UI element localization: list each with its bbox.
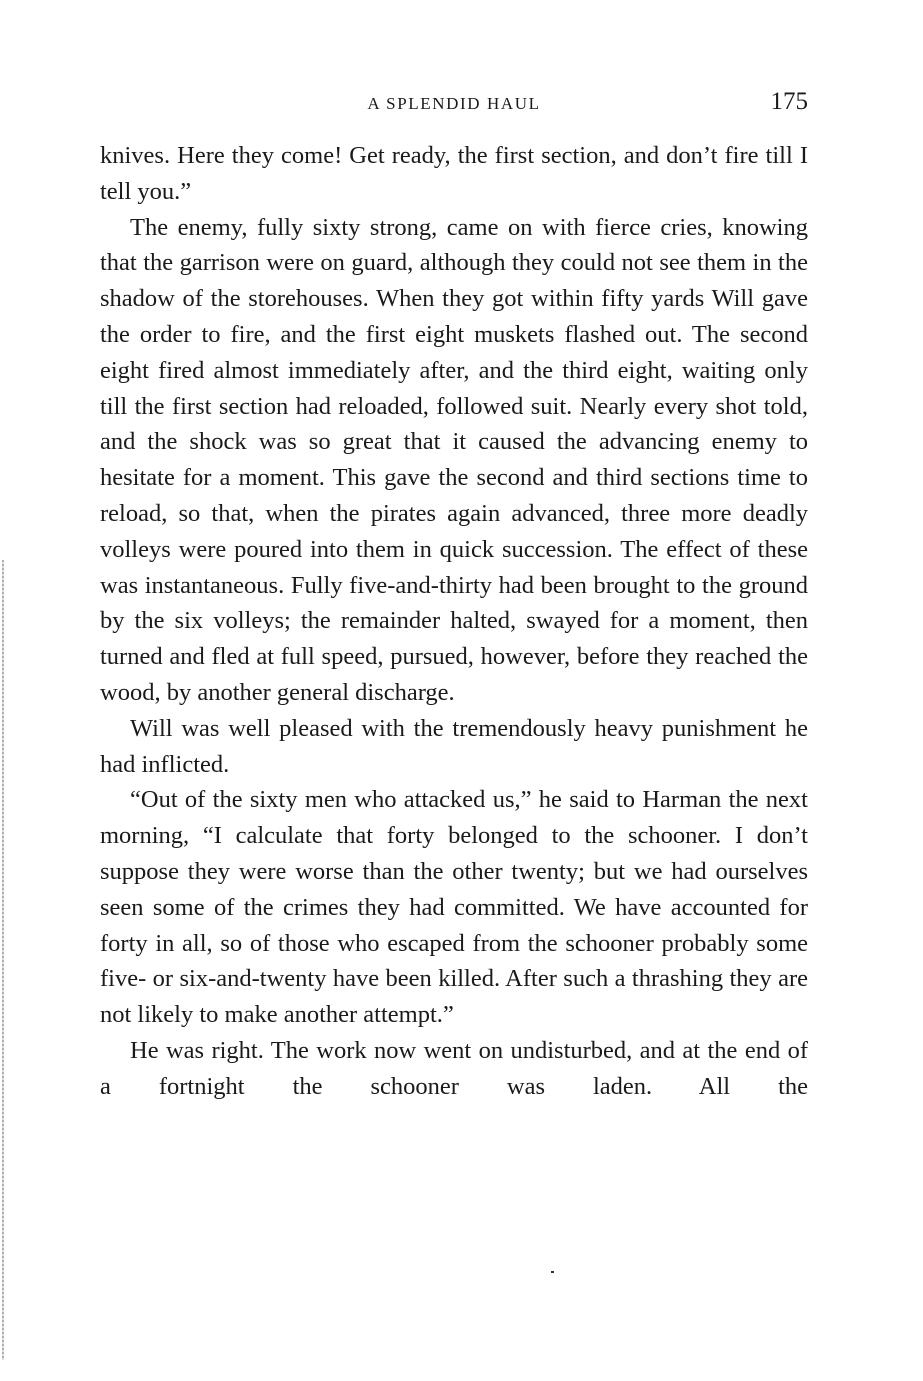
paragraph-dialogue-harman: “Out of the sixty men who attacked us,” he said to Harman the next morning, “I calculate that forty belonged to the schooner. I don’t suppose they were worse than the other twenty; but we had ourselves seen some of the crimes they had committed. We have accounted for forty in all, so of those who escaped from the schooner probably some five- or six-and-twenty have been killed. After such a thrashing they are not likely to make another attempt.” bbox=[100, 786, 808, 1029]
body-text bbox=[100, 138, 808, 1105]
page-number: 175 bbox=[770, 88, 808, 115]
paragraph-schooner-laden: He was right. The work now went on undisturbed, and at the end of a fortnight the schooner was laden. All the bbox=[100, 1036, 808, 1100]
paragraph-enemy-attack: The enemy, fully sixty strong, came on with fierce cries, knowing that the garrison were on guard, although they could not see them in the shadow of the storehouses. When they got within fifty yards Will gave the order to fire, and the first eight muskets flashed out. The second eight fired almost immediately after, and the third eight, waiting only till the first section had reloaded, followed suit. Nearly every shot told, and the shock was so great that it caused the advancing enemy to hesitate for a moment. This gave the second and third sections time to reload, so that, when the pirates again advanced, three more deadly volleys were poured into them in quick succession. The effect of these was instantaneous. Fully five-and-thirty had been brought to the ground by the six volleys; the remainder halted, swayed for a moment, then turned and fled at full speed, pursued, however, before they reached the wood, by another general discharge. bbox=[100, 213, 808, 706]
paragraph-continued: knives. Here they come! Get ready, the first section, and don’t fire till I tell you.” bbox=[100, 142, 808, 205]
running-title: A SPLENDID HAUL bbox=[367, 94, 541, 113]
print-speck bbox=[551, 1271, 554, 1273]
paragraph-will-pleased: Will was well pleased with the tremendously heavy punishment he had inflicted. bbox=[100, 714, 808, 778]
page-gutter-edge bbox=[2, 560, 4, 1360]
running-header bbox=[100, 88, 808, 122]
